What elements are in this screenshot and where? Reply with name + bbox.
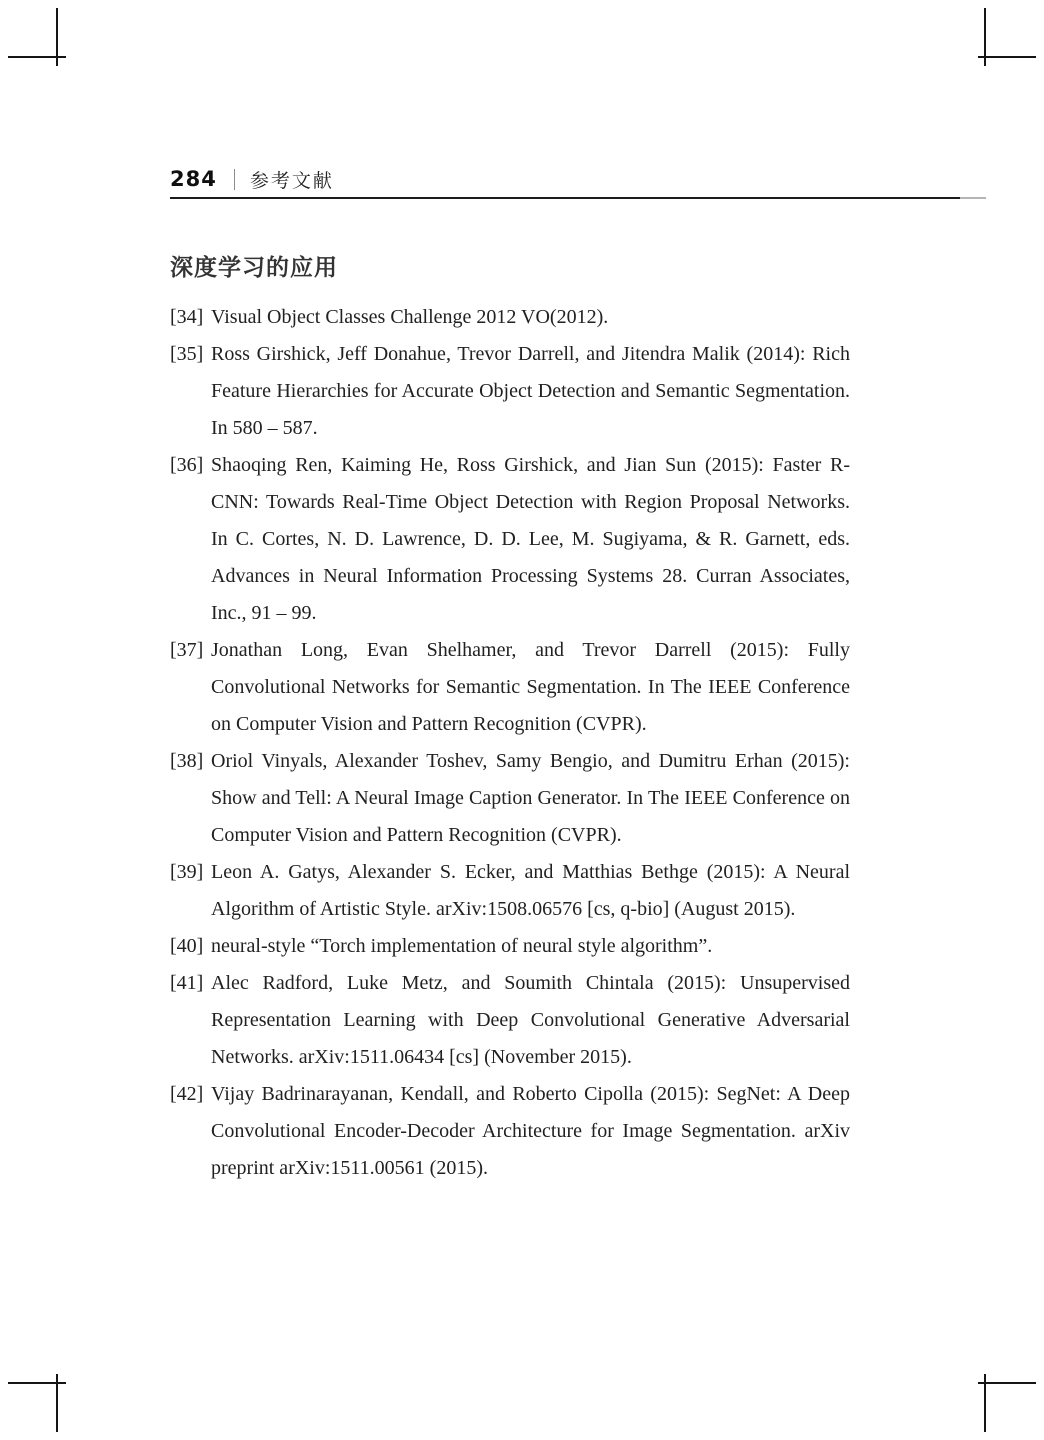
header-divider [234, 169, 235, 190]
reference-id: [42] [170, 1083, 204, 1105]
reference-text: Oriol Vinyals, Alexander Toshev, Samy Bengio, and Dumitru Erhan (2015): Show and Tell: A Neural Image Caption Generator. In The IEEE Conference on Computer Vision and Pattern Recognition (CVPR). [211, 750, 850, 846]
crop-mark-bottom-right-horizontal [978, 1382, 1036, 1384]
reference-text: neural-style “Torch implementation of neural style algorithm”. [211, 935, 713, 957]
reference-text: Vijay Badrinarayanan, Kendall, and Roberto Cipolla (2015): SegNet: A Deep Convolutional Encoder-Decoder Architecture for Image Segmentation. arXiv preprint arXiv:1511.00561 (2015). [211, 1083, 850, 1179]
reference-id: [41] [170, 972, 204, 994]
reference-item [170, 928, 850, 965]
reference-text: Ross Girshick, Jeff Donahue, Trevor Darrell, and Jitendra Malik (2014): Rich Feature Hierarchies for Accurate Object Detection and Semantic Segmentation. In 580 – 587. [211, 343, 850, 439]
reference-id: [39] [170, 861, 204, 883]
header-rule-row [170, 197, 986, 199]
reference-id: [38] [170, 750, 204, 772]
reference-id: [36] [170, 454, 204, 476]
reference-item [170, 336, 850, 447]
reference-id: [40] [170, 935, 204, 957]
reference-item [170, 447, 850, 632]
section-title: 深度学习的应用 [170, 255, 338, 281]
running-header-title: 参考文献 [249, 169, 334, 192]
reference-item [170, 743, 850, 854]
page-header-row [170, 166, 986, 192]
crop-mark-top-right-horizontal [978, 56, 1036, 58]
reference-list [170, 299, 850, 1187]
header-rule-tail [960, 197, 986, 199]
crop-mark-bottom-left-horizontal [8, 1382, 66, 1384]
header-rule [170, 197, 960, 199]
reference-item [170, 854, 850, 928]
reference-id: [35] [170, 343, 204, 365]
reference-text: Jonathan Long, Evan Shelhamer, and Trevor Darrell (2015): Fully Convolutional Networks for Semantic Segmentation. In The IEEE Conference on Computer Vision and Pattern Recognition (CVPR). [211, 639, 850, 735]
reference-item [170, 1076, 850, 1187]
page-number: 284 [170, 167, 217, 191]
reference-text: Shaoqing Ren, Kaiming He, Ross Girshick, and Jian Sun (2015): Faster R-CNN: Towards Real-Time Object Detection with Region Proposal Networks. In C. Cortes, N. D. Lawrence, D. D. Lee, M. Sugiyama, & R. Garnett, eds. Advances in Neural Information Processing Systems 28. Curran Associates, Inc., 91 – 99. [211, 454, 850, 624]
page-header [170, 166, 986, 199]
reference-text: Leon A. Gatys, Alexander S. Ecker, and Matthias Bethge (2015): A Neural Algorithm of Artistic Style. arXiv:1508.06576 [cs, q-bio] (August 2015). [211, 861, 850, 920]
reference-text: Visual Object Classes Challenge 2012 VO(2012). [211, 306, 609, 328]
reference-item [170, 299, 850, 336]
reference-id: [37] [170, 639, 204, 661]
reference-id: [34] [170, 306, 204, 328]
reference-item [170, 965, 850, 1076]
crop-mark-top-left-horizontal [8, 56, 66, 58]
reference-item [170, 632, 850, 743]
reference-text: Alec Radford, Luke Metz, and Soumith Chintala (2015): Unsupervised Representation Learning with Deep Convolutional Generative Adversarial Networks. arXiv:1511.06434 [cs] (November 2015). [211, 972, 850, 1068]
